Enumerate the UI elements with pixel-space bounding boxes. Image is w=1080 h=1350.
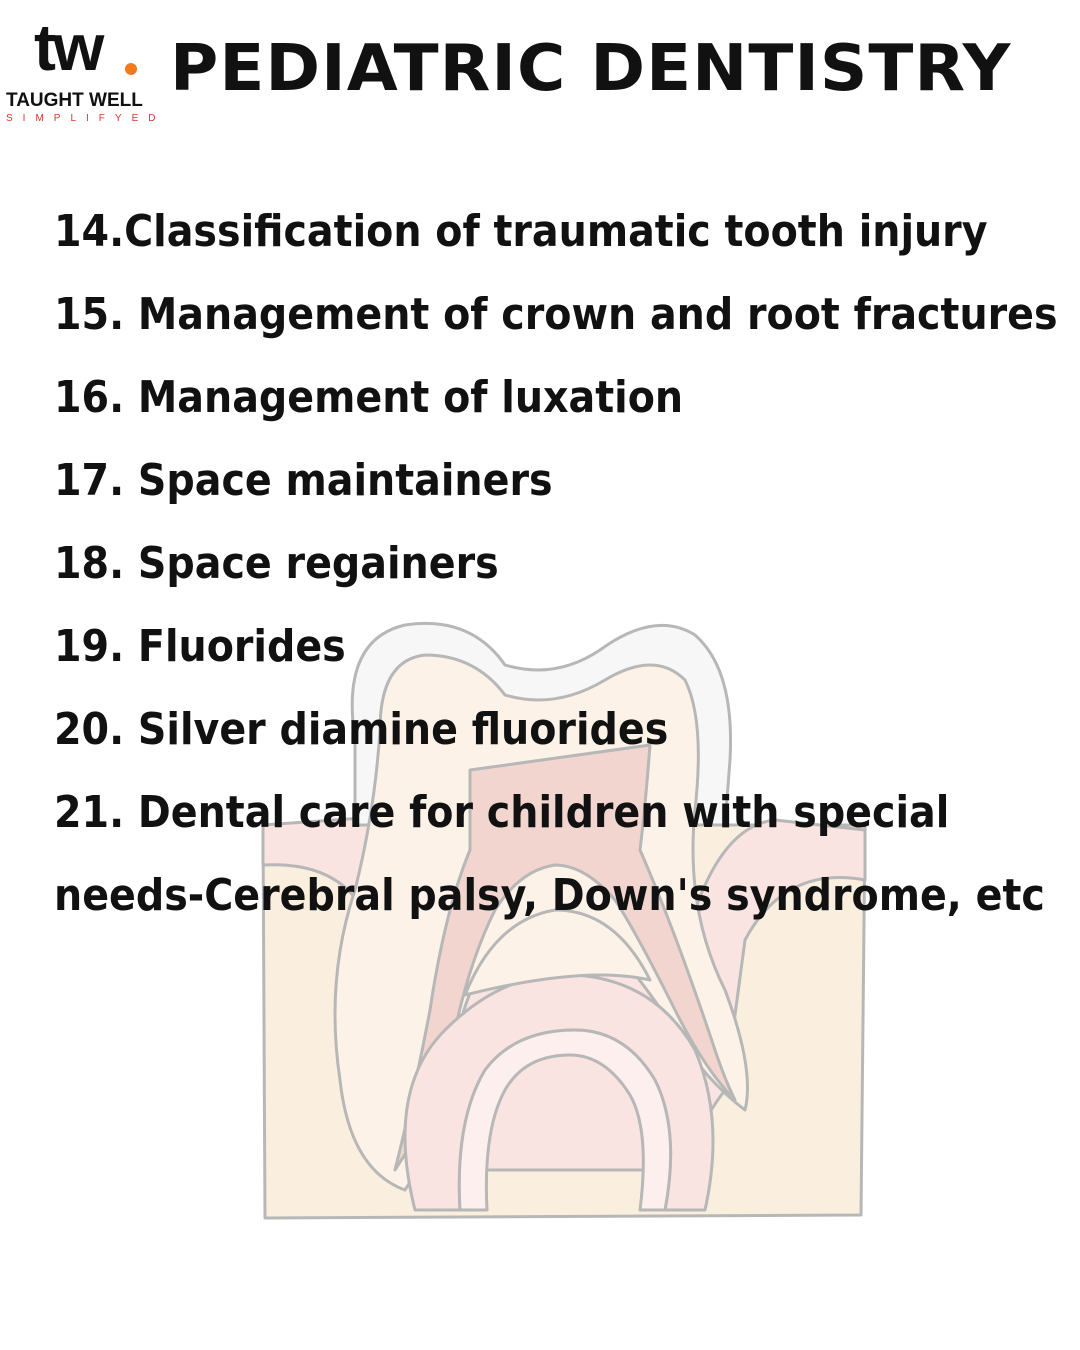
page-title: PEDIATRIC DENTISTRY [170, 32, 1012, 106]
topic-list [54, 190, 1064, 937]
topic-item: 20. Silver diamine fluorides [54, 704, 669, 755]
topic-item: 17. Space maintainers [54, 455, 553, 506]
topic-item: 15. Management of crown and root fractures [54, 289, 1058, 340]
topic-item: 19. Fluorides [54, 621, 346, 672]
brand-logo [4, 10, 169, 129]
topic-item: 18. Space regainers [54, 538, 499, 589]
topic-item: 21. Dental care for children with special [54, 787, 950, 838]
topic-item-continuation: needs-Cerebral palsy, Down's syndrome, etc [54, 870, 1045, 921]
brand-tagline: SIMPLIFYED [6, 113, 166, 124]
topic-item: 14.Classification of traumatic tooth injury [54, 206, 988, 257]
brand-name: TAUGHT WELL [6, 90, 143, 111]
brand-mark: tw [34, 10, 102, 84]
brand-dot-icon [125, 63, 137, 75]
topic-item: 16. Management of luxation [54, 372, 684, 423]
